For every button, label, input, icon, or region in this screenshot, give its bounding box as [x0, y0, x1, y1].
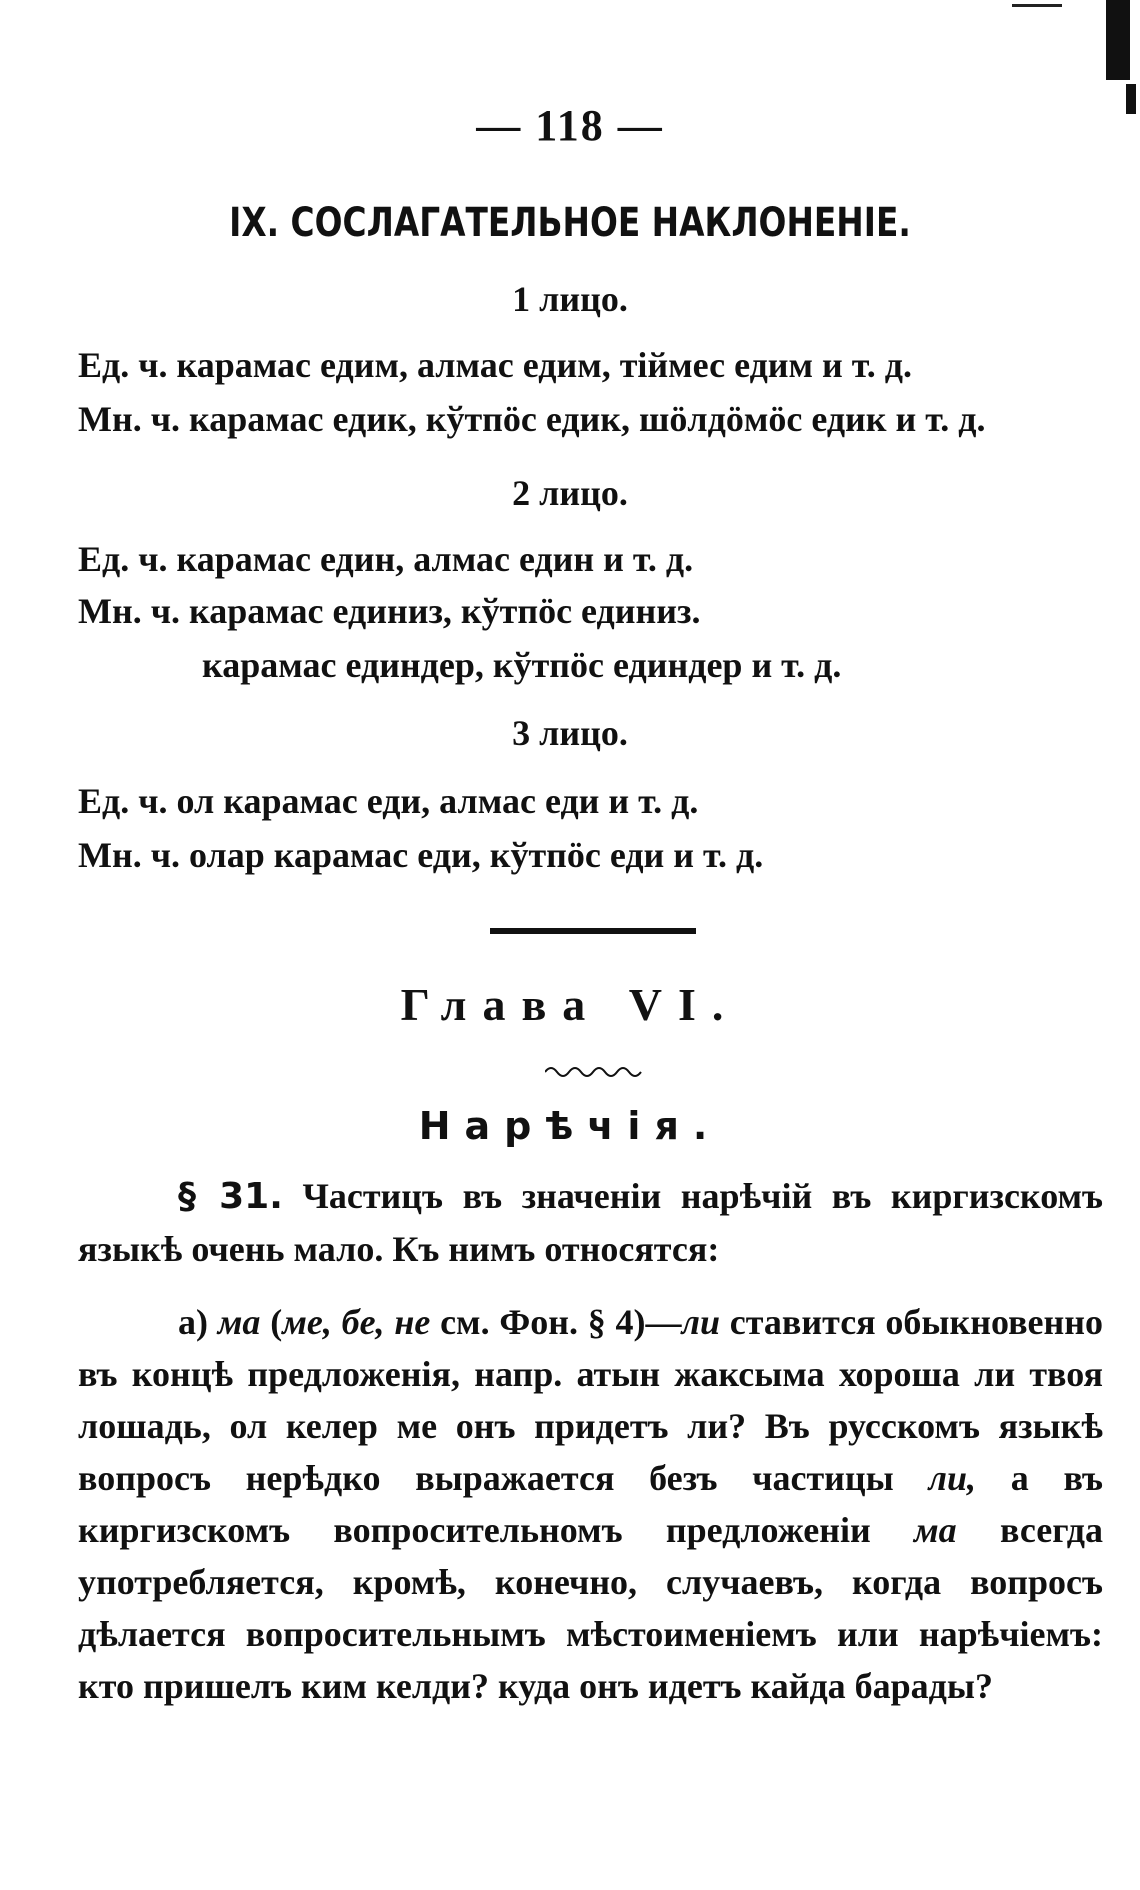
person-1-singular: Ед. ч. карамас едим, алмас едим, тiймес едим и т. д. — [78, 345, 912, 385]
person-1-plural: Мн. ч. карамас едик, кўтпöс едик, шöлдöмöс едик и т. д. — [78, 399, 986, 439]
term-be: бе, — [341, 1302, 385, 1342]
person-3-singular: Ед. ч. ол карамас еди, алмас еди и т. д. — [78, 781, 699, 821]
chapter-title: Глава VI. — [400, 979, 740, 1030]
section-number: § 31. — [178, 1176, 283, 1217]
term-li: ли — [681, 1302, 721, 1342]
person-2-plural-alt: карамас единдер, кўтпöс единдер и т. д. — [202, 645, 842, 685]
paragraph-a-text-3: всегда употребляется, кромѣ, конечно, случаевъ, когда вопросъ дѣлается вопросительнымъ мѣстоименiемъ или нарѣчiемъ: кто пришелъ ким келди? куда онъ идетъ кайда барады? — [78, 1510, 1103, 1706]
paragraph-31 — [78, 1170, 1103, 1275]
person-2-label: 2 лицо. — [512, 473, 628, 513]
phonetics-reference: см. Фон. § 4)— — [440, 1302, 682, 1342]
scan-artifact-edge — [1106, 0, 1130, 80]
term-me: ме, — [282, 1302, 332, 1342]
paragraph-31-text: Частицъ въ значенiи нарѣчiй въ киргизскомъ языкѣ очень мало. Къ нимъ относятся: — [78, 1176, 1104, 1269]
paragraph-a-text-1: ставится обыкновенно въ концѣ предложенiя, напр. атын жаксыма хороша ли твоя лошадь, ол келер ме онъ придетъ ли? Въ русскомъ языкѣ вопросъ нерѣдко выражается безъ частицы — [78, 1302, 1104, 1498]
paragraph-a-text-2: а въ киргизскомъ вопросительномъ предложенiи — [78, 1458, 1104, 1550]
term-ma: ма — [217, 1302, 261, 1342]
term-li-2: ли, — [928, 1458, 977, 1498]
chapter-divider-rule — [490, 928, 696, 934]
person-2-plural: Мн. ч. карамас единиз, кўтпöс единиз. — [78, 591, 701, 631]
wavy-ornament — [545, 1062, 645, 1078]
item-marker: а) — [178, 1302, 208, 1342]
person-1-label: 1 лицо. — [512, 279, 628, 319]
chapter-subtitle: Нарѣчiя. — [418, 1104, 722, 1148]
section-title: IX. СОСЛАГАТЕЛЬНОЕ НАКЛОНЕНIЕ. — [229, 200, 911, 246]
term-ne: не — [394, 1302, 431, 1342]
person-2-singular: Ед. ч. карамас един, алмас един и т. д. — [78, 539, 694, 579]
paragraph-a — [78, 1296, 1103, 1712]
page-number: — 118 — — [476, 101, 664, 150]
open-paren: ( — [270, 1302, 283, 1342]
term-ma-2: ма — [914, 1510, 957, 1550]
scan-artifact-top — [1012, 4, 1062, 7]
person-3-plural: Мн. ч. олар карамас еди, кўтпöс еди и т. д. — [78, 835, 764, 875]
person-3-label: 3 лицо. — [512, 713, 628, 753]
